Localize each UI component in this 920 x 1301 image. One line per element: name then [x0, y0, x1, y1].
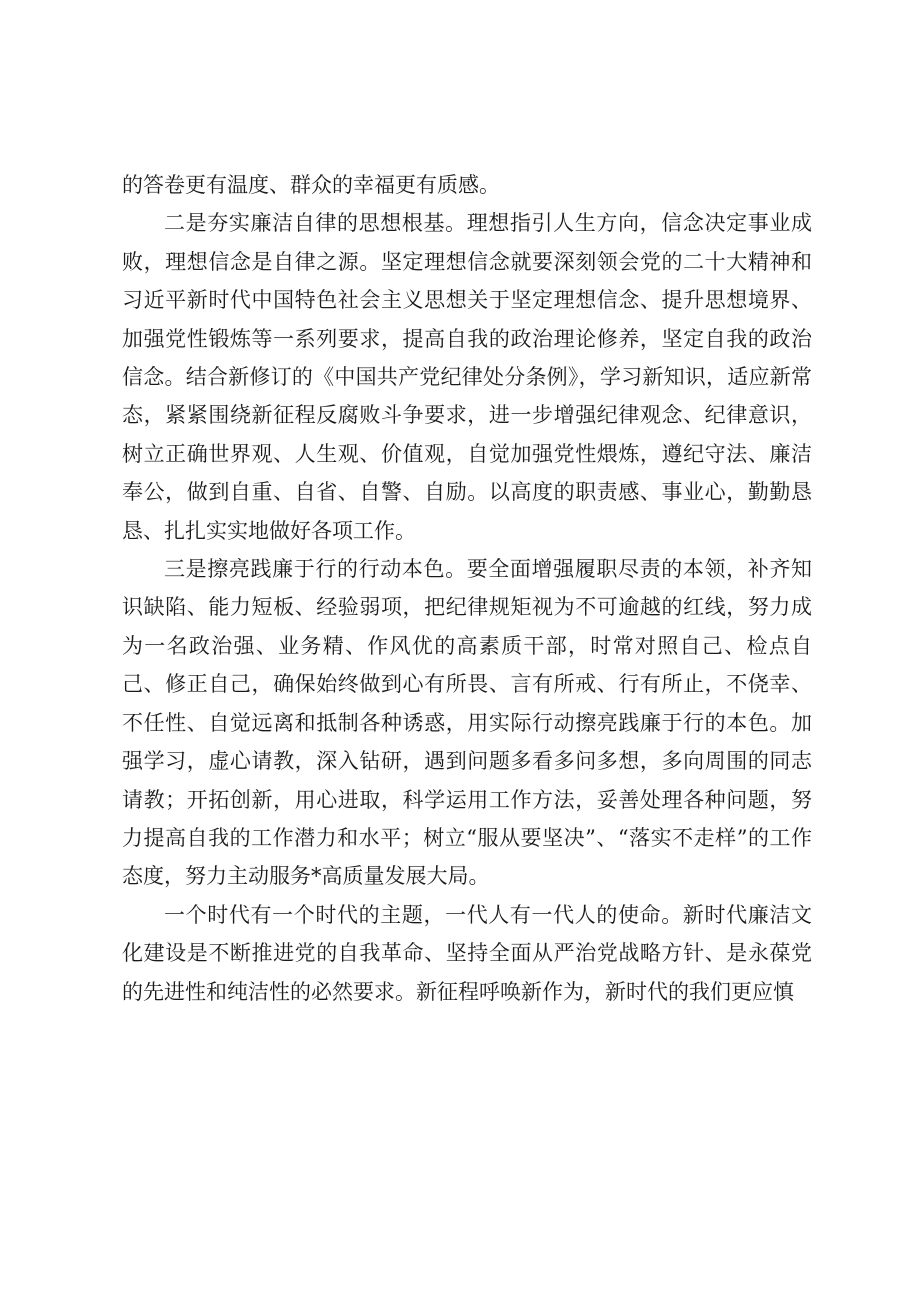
document-body	[122, 166, 812, 1011]
paragraph-point-two: 二是夯实廉洁自律的思想根基。理想指引人生方向，信念决定事业成败，理想信念是自律之源。坚定理想信念就要深刻领会党的二十大精神和习近平新时代中国特色社会主义思想关于坚定理想信念、提升思想境界、加强党性锻炼等一系列要求，提高自我的政治理论修养，坚定自我的政治信念。结合新修订的《中国共产党纪律处分条例》，学习新知识，适应新常态，紧紧围绕新征程反腐败斗争要求，进一步增强纪律观念、纪律意识，树立正确世界观、人生观、价值观，自觉加强党性煨炼，遵纪守法、廉洁奉公，做到自重、自省、自警、自励。以高度的职责感、事业心，勤勤恳恳、扎扎实实地做好各项工作。	[122, 211, 812, 543]
paragraph-conclusion: 一个时代有一个时代的主题，一代人有一代人的使命。新时代廉洁文化建设是不断推进党的自我革命、坚持全面从严治党战略方针、是永葆党的先进性和纯洁性的必然要求。新征程呼唤新作为，新时代的我们更应慎	[122, 902, 812, 1004]
paragraph-continuation: 的答卷更有温度、群众的幸福更有质感。	[122, 173, 500, 197]
paragraph-point-three: 三是擦亮践廉于行的行动本色。要全面增强履职尽责的本领，补齐知识缺陷、能力短板、经验弱项，把纪律规矩视为不可逾越的红线，努力成为一名政治强、业务精、作风优的高素质干部，时常对照自己、检点自己、修正自己，确保始终做到心有所畏、言有所戒、行有所止，不侥幸、不任性、自觉远离和抵制各种诱惑，用实际行动擦亮践廉于行的本色。加强学习，虚心请教，深入钻研，遇到问题多看多问多想，多向周围的同志请教；开拓创新，用心进取，科学运用工作方法，妥善处理各种问题，努力提高自我的工作潜力和水平；树立“服从要坚决”、“落实不走样”的工作态度，努力主动服务*高质量发展大局。	[122, 557, 812, 889]
